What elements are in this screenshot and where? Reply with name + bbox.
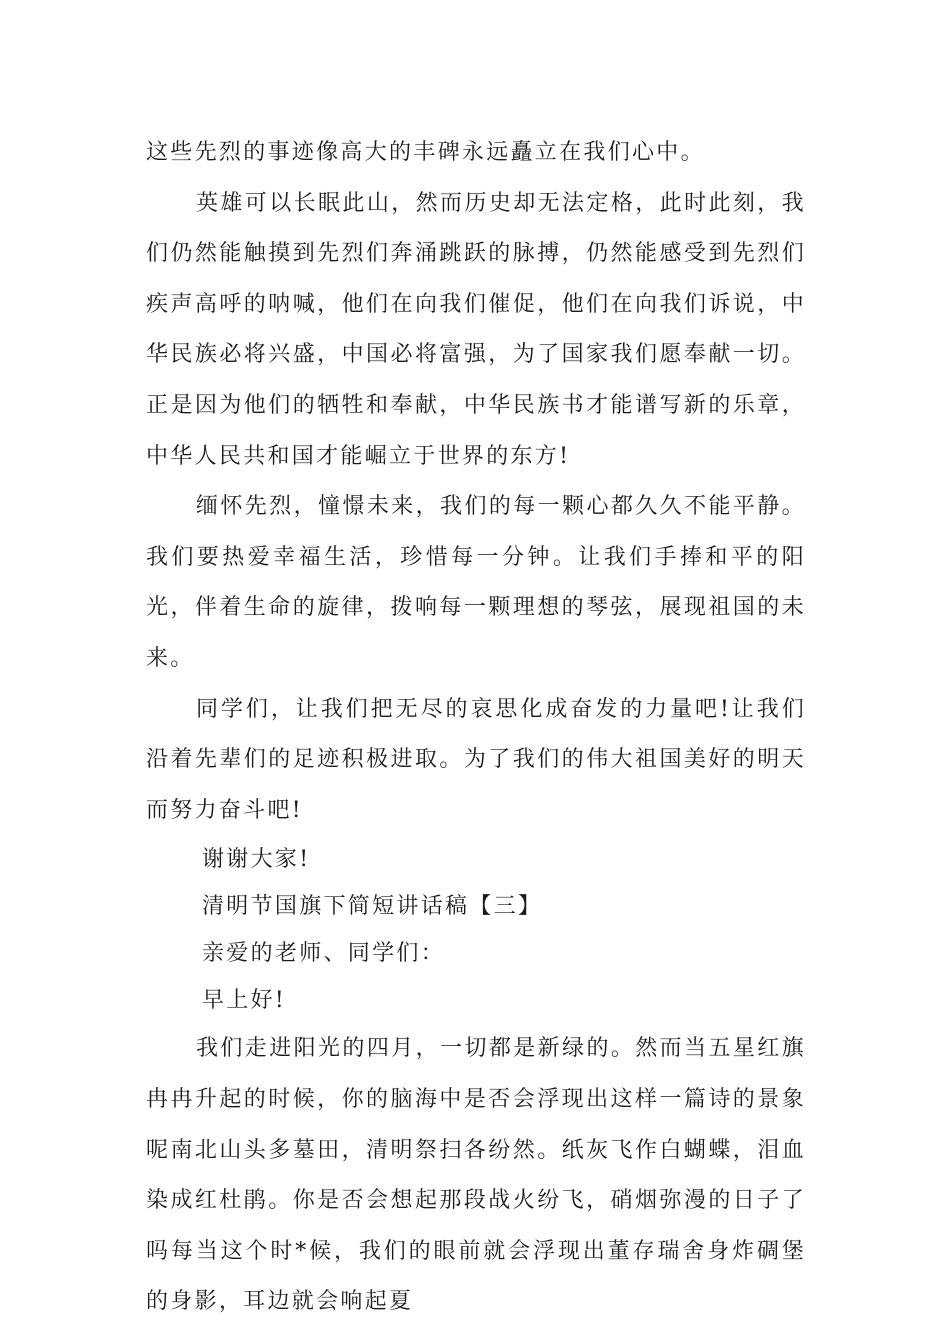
greeting: 早上好! [202, 988, 287, 1014]
paragraph-1: 这些先烈的事迹像高大的丰碑永远矗立在我们心中。 [146, 140, 705, 165]
closing-thanks: 谢谢大家! [202, 847, 311, 873]
salutation: 亲爱的老师、同学们： [202, 941, 446, 967]
section-heading: 清明节国旗下简短讲话稿【三】 [202, 894, 543, 920]
document-body [146, 128, 806, 1328]
paragraph-2: 英雄可以长眠此山，然而历史却无法定格，此时此刻，我们仍然能触摸到先烈们奔涌跳跃的脉搏，仍然能感受到先烈们疾声高呼的呐喊，他们在向我们催促，他们在向我们诉说，中华民族必将兴盛，中国必将富强，为了国家我们愿奉献一切。正是因为他们的牺牲和奉献，中华民族书才能谱写新的乐章，中华人民共和国才能崛立于世界的东方! [146, 190, 806, 469]
paragraph-9: 我们走进阳光的四月，一切都是新绿的。然而当五星红旗冉冉升起的时候，你的脑海中是否会浮现出这样一篇诗的景象呢南北山头多墓田，清明祭扫各纷然。纸灰飞作白蝴蝶，泪血染成红杜鹃。你是否会想起那段战火纷飞，硝烟弥漫的日子了吗每当这个时*候，我们的眼前就会浮现出董存瑞舍身炸碉堡的身影，耳边就会响起夏 [146, 1036, 806, 1315]
paragraph-3: 缅怀先烈，憧憬未来，我们的每一颗心都久久不能平静。我们要热爱幸福生活，珍惜每一分钟。让我们手捧和平的阳光，伴着生命的旋律，拨响每一颗理想的琴弦，展现祖国的未来。 [146, 494, 806, 671]
paragraph-4: 同学们，让我们把无尽的哀思化成奋发的力量吧!让我们沿着先辈们的足迹积极进取。为了我们的伟大祖国美好的明天而努力奋斗吧! [146, 696, 806, 823]
